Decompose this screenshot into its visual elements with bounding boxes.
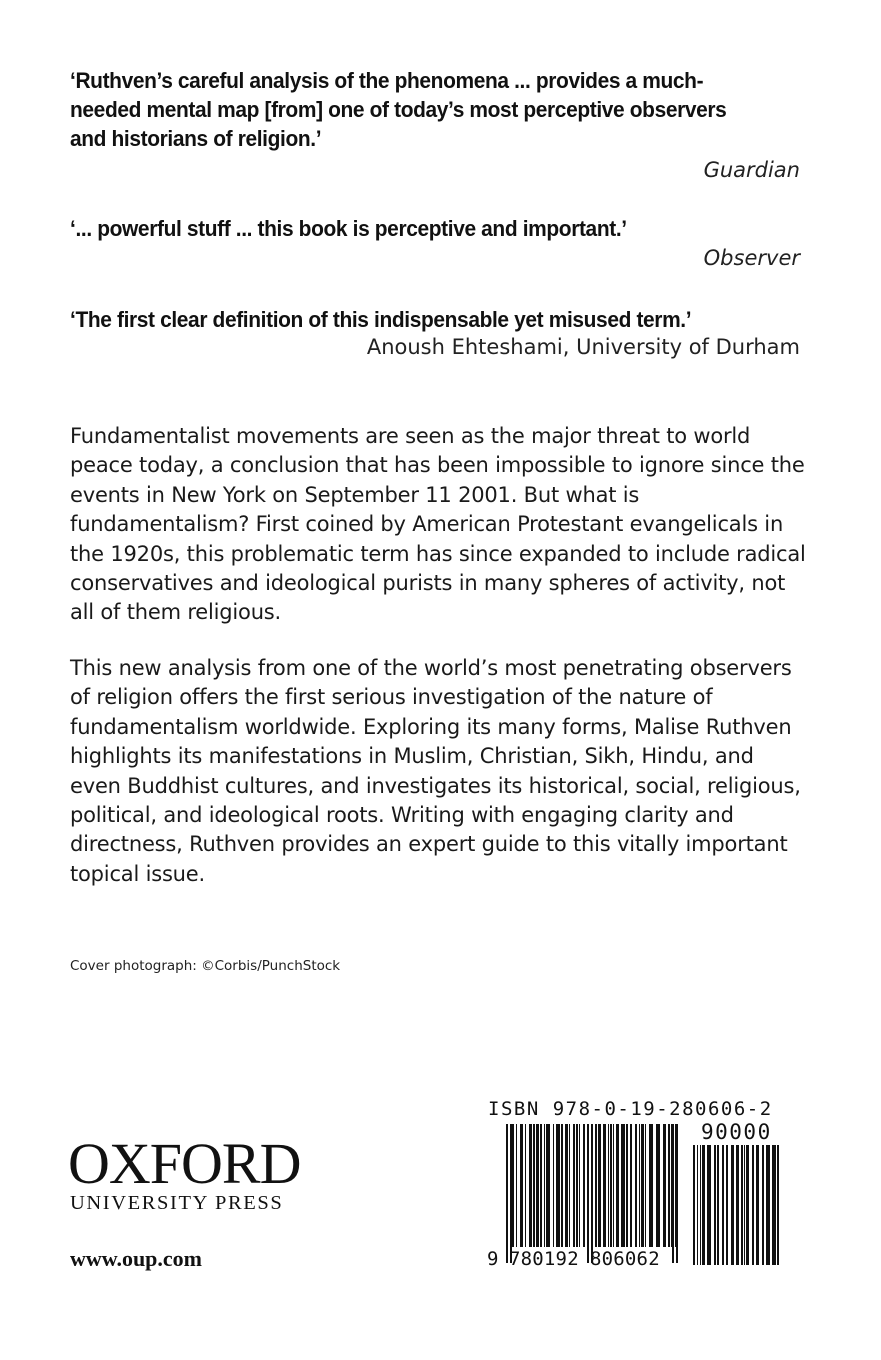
barcode-bar [610, 1124, 612, 1247]
barcode-bar [525, 1124, 526, 1247]
barcode-bar [772, 1145, 776, 1265]
barcode-bar [675, 1124, 676, 1247]
barcode-bar [520, 1124, 523, 1247]
barcode-digit-lead: 9 [487, 1248, 499, 1270]
barcode-bar [553, 1124, 554, 1247]
barcode-bar [598, 1124, 601, 1247]
barcode-bar [736, 1145, 739, 1265]
barcode-bar [746, 1145, 749, 1265]
barcode-bar [668, 1124, 670, 1247]
barcode-bar [717, 1145, 719, 1265]
barcode-bar [649, 1124, 653, 1247]
barcode-bar [702, 1145, 705, 1265]
barcode-bar [529, 1124, 532, 1247]
barcode-guard-bar [676, 1124, 678, 1263]
barcode-bar [533, 1124, 535, 1247]
barcode-bar [756, 1145, 759, 1265]
praise-quote-3: ‘The first clear definition of this indispensable yet misused term.’ [70, 307, 692, 332]
barcode-bar [616, 1124, 619, 1247]
barcode-bar [583, 1124, 585, 1247]
barcode-bar [641, 1124, 644, 1247]
barcode-guard-bar [672, 1124, 674, 1263]
barcode-bar [569, 1124, 570, 1247]
barcode-bar [645, 1124, 646, 1247]
barcode-bar [762, 1145, 764, 1265]
barcode-bar [626, 1124, 628, 1247]
barcode-guard-bar [587, 1124, 589, 1263]
isbn-label: ISBN 978-0-19-280606-2 [488, 1098, 773, 1120]
addon-bars [693, 1145, 779, 1265]
barcode-bar [726, 1145, 728, 1265]
barcode-bar [540, 1124, 542, 1247]
barcode-bar [635, 1124, 637, 1247]
praise-source-3: Anoush Ehteshami, University of Durham [366, 335, 800, 359]
barcode-bar [656, 1124, 660, 1247]
barcode-bar [512, 1124, 514, 1247]
barcode-bar [766, 1145, 770, 1265]
publisher-logo-university-press: UNIVERSITY PRESS [70, 1192, 284, 1214]
praise-source-1: Guardian [703, 158, 800, 182]
barcode-bar [561, 1124, 563, 1247]
barcode-bar [573, 1124, 575, 1247]
barcode-bar [744, 1145, 745, 1265]
barcode-bar [613, 1124, 614, 1247]
description-paragraph-1: Fundamentalist movements are seen as the major threat to world peace today, a conclusion that has been impossible to ignore since the events in New York on September 11 2001. But what is fundamentalism? First coined by American Protestant evangelicals in the 1920s, this problematic term has since expanded to include radical conservatives and ideological purists in many spheres of activity, not all of them religious. [70, 424, 806, 625]
barcode-digits-right: 806062 [590, 1248, 660, 1270]
publisher-logo-oxford: OXFORD [68, 1131, 301, 1196]
barcode-bar [544, 1124, 545, 1247]
barcode-bar [697, 1145, 698, 1265]
praise-quote-2: ‘... powerful stuff ... this book is perceptive and important.’ [70, 216, 627, 241]
barcode-bar [595, 1124, 597, 1247]
barcode-bar [556, 1124, 560, 1247]
praise-quote-1: ‘Ruthven’s careful analysis of the phenomena ... provides a much-needed mental map [from] one of today’s most perceptive observers and historians of religion.’ [70, 68, 727, 151]
barcode-bar [608, 1124, 609, 1247]
barcode-bar [536, 1124, 539, 1247]
barcode-bar [621, 1124, 625, 1247]
barcode-bar [639, 1124, 640, 1247]
description-paragraph-2: This new analysis from one of the world’s most penetrating observers of religion offers the first serious investigation of the nature of fundamentalism worldwide. Exploring its many forms, Malise Ruthven highlights its manifestations in Muslim, Christian, Sikh, Hindu, and even Buddhist cultures, and investigates its historical, social, religious, political, and ideological roots. Writing with engaging clarity and directness, Ruthven provides an expert guide to this vitally important topical issue. [70, 656, 801, 886]
barcode-bar [714, 1145, 716, 1265]
barcode-bar [576, 1124, 578, 1247]
barcode-bar [693, 1145, 695, 1265]
cover-credit: Cover photograph: ©Corbis/PunchStock [70, 958, 341, 974]
barcode-guard-bar [510, 1124, 512, 1263]
barcode-bar [752, 1145, 754, 1265]
barcode-guard-bar [506, 1124, 508, 1263]
barcode-digits-left: 780192 [509, 1248, 579, 1270]
praise-source-2: Observer [703, 246, 800, 270]
price-code: 90000 [701, 1120, 772, 1144]
barcode-bar [579, 1124, 580, 1247]
ean-bars [506, 1124, 678, 1263]
barcode-bar [707, 1145, 711, 1265]
barcode-bar [731, 1145, 734, 1265]
publisher-website: www.oup.com [70, 1246, 203, 1271]
barcode-bar [700, 1145, 701, 1265]
barcode-bar [777, 1145, 779, 1265]
barcode-bar [603, 1124, 606, 1247]
barcode-bar [516, 1124, 517, 1247]
barcode-bar [722, 1145, 724, 1265]
barcode-bar [741, 1145, 743, 1265]
barcode-bar [546, 1124, 550, 1247]
barcode-bar [630, 1124, 632, 1247]
barcode-guard-bar [591, 1124, 593, 1263]
barcode-bar [663, 1124, 666, 1247]
barcode-bar [565, 1124, 568, 1247]
